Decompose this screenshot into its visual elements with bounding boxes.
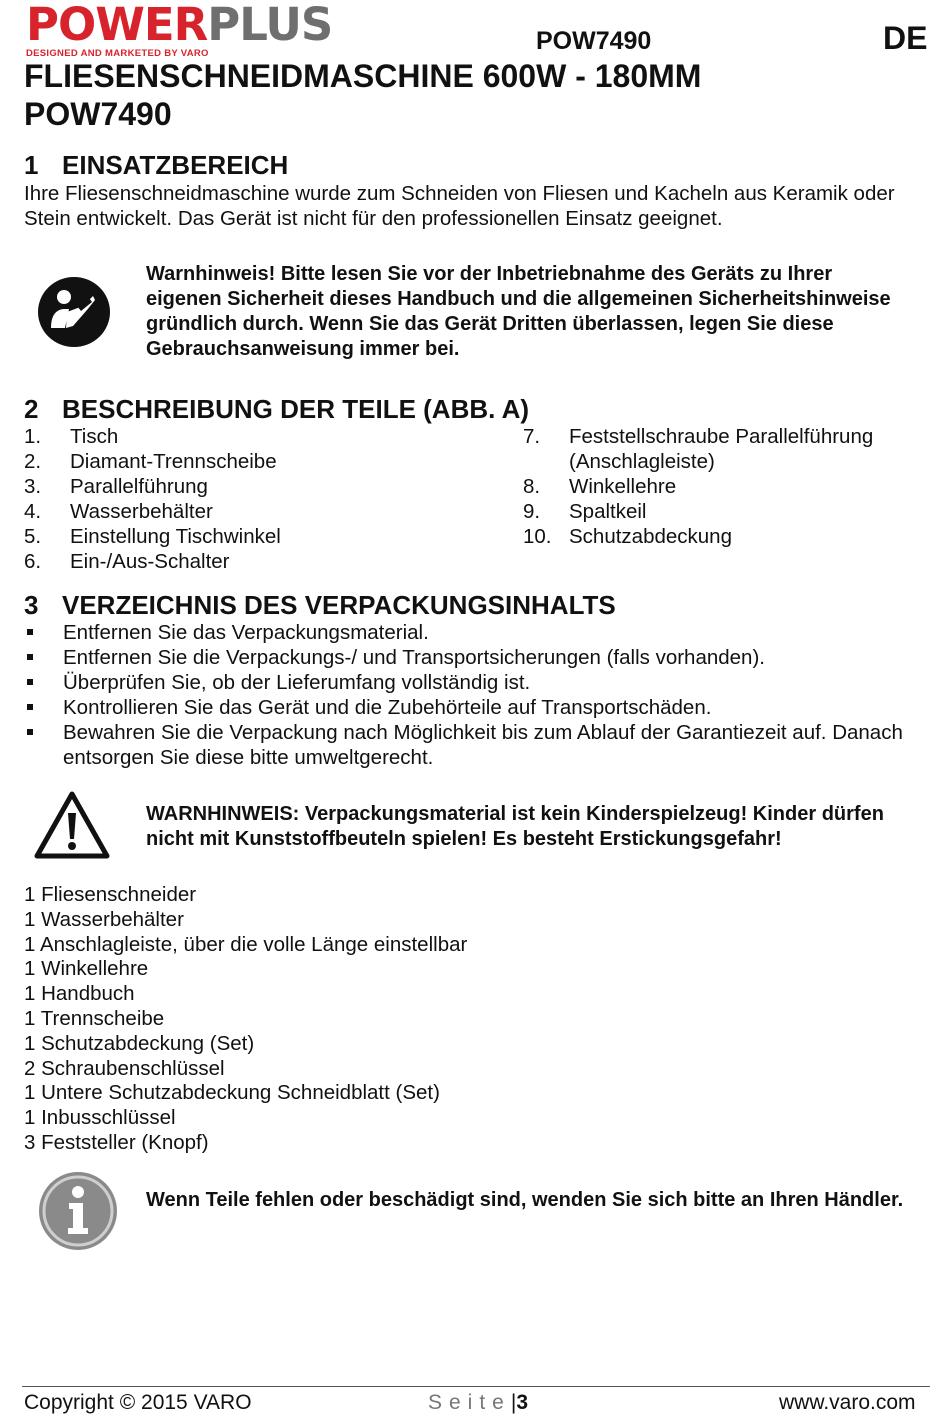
section-3-title: VERZEICHNIS DES VERPACKUNGSINHALTS <box>62 590 616 620</box>
section-3-number: 3 <box>24 590 39 620</box>
part-item <box>24 499 213 524</box>
part-number: 1. <box>24 425 42 448</box>
logo-plus: PLUS <box>207 0 333 51</box>
unpacking-bullet-list <box>24 620 924 770</box>
bullet-item: Bewahren Sie die Verpackung nach Möglichkeit bis zum Ablauf der Garantiezeit auf. Danach entsorgen Sie diese bitte umweltgerecht. <box>24 720 903 770</box>
part-label: Spaltkeil <box>569 500 647 523</box>
footer-divider <box>22 1386 930 1387</box>
part-item <box>24 474 208 499</box>
part-item <box>24 549 230 574</box>
header-language: DE <box>883 20 928 56</box>
info-icon <box>37 1170 119 1252</box>
page-number: 3 <box>516 1391 529 1414</box>
contents-item: 1 Anschlagleiste, über die volle Länge einstellbar <box>24 932 468 956</box>
contents-item: 1 Inbusschlüssel <box>24 1106 176 1130</box>
section-1-title: EINSATZBEREICH <box>62 150 289 180</box>
part-label: Schutzabdeckung <box>569 525 732 548</box>
section-2-title: BESCHREIBUNG DER TEILE (ABB. A) <box>62 394 530 424</box>
contents-item: 3 Feststeller (Knopf) <box>24 1130 209 1154</box>
contents-item: 1 Winkellehre <box>24 957 149 981</box>
part-number: 4. <box>24 500 42 523</box>
bullet-item: Kontrollieren Sie das Gerät und die Zubehörteile auf Transportschäden. <box>24 695 924 720</box>
part-label: Diamant-Trennscheibe <box>70 450 277 473</box>
header-model: POW7490 <box>536 27 652 55</box>
contents-item: 2 Schraubenschlüssel <box>24 1056 225 1080</box>
part-label: Tisch <box>70 425 119 448</box>
missing-parts-info-text: Wenn Teile fehlen oder beschädigt sind, wenden Sie sich bitte an Ihren Händler. <box>146 1189 904 1211</box>
bullet-item: Entfernen Sie die Verpackungs-/ und Transportsicherungen (falls vorhanden). <box>24 645 924 670</box>
part-item <box>24 524 281 549</box>
part-label: Wasserbehälter <box>70 500 213 523</box>
footer-website: www.varo.com <box>779 1391 916 1414</box>
part-number: 6. <box>24 550 42 573</box>
part-item <box>24 449 277 474</box>
contents-item: 1 Fliesenschneider <box>24 883 197 906</box>
part-item <box>24 424 118 449</box>
part-number: 9. <box>523 500 541 523</box>
manual-warning-text: Warnhinweis! Bitte lesen Sie vor der Inbetriebnahme des Geräts zu Ihrer eigenen Sicherheit dieses Handbuch und die allgemeinen Sicherheitshinweise gründlich durch. Wenn Sie das Gerät Dritten überlassen, legen Sie diese Gebrauchsanweisung immer bei. <box>146 263 891 360</box>
section-2-number: 2 <box>24 394 39 424</box>
brand-logo <box>26 0 398 59</box>
part-item <box>523 524 732 549</box>
part-item <box>523 499 647 524</box>
package-contents-list <box>24 883 467 1156</box>
read-manual-icon <box>37 276 111 348</box>
part-number: 7. <box>523 425 541 448</box>
part-number: 3. <box>24 475 42 498</box>
section-1-text: Ihre Fliesenschneidmaschine wurde zum Schneiden von Fliesen und Kacheln aus Keramik oder Stein entwickelt. Das Gerät ist nicht für den professionellen Einsatz geeignet. <box>24 182 895 230</box>
part-label: Ein-/Aus-Schalter <box>70 550 230 573</box>
bullet-item: Überprüfen Sie, ob der Lieferumfang vollständig ist. <box>24 670 924 695</box>
part-item <box>523 424 873 449</box>
logo-wordmark <box>26 0 398 51</box>
page-separator: | <box>510 1391 517 1414</box>
title-line-2: POW7490 <box>24 96 172 132</box>
contents-item: 1 Schutzabdeckung (Set) <box>24 1031 255 1055</box>
packaging-warning-text: WARNHINWEIS: Verpackungsmaterial ist kein Kinderspielzeug! Kinder dürfen nicht mit Kunststoffbeuteln spielen! Es besteht Erstickungsgefahr! <box>146 803 884 850</box>
contents-item: 1 Wasserbehälter <box>24 907 184 931</box>
section-1-heading <box>24 150 288 180</box>
section-2-heading <box>24 394 529 424</box>
part-label: Parallelführung <box>70 475 208 498</box>
section-3-heading <box>24 590 616 620</box>
logo-tagline: DESIGNED AND MARKETED BY VARO <box>26 48 209 59</box>
part-label: Einstellung Tischwinkel <box>70 525 281 548</box>
title-line-1: FLIESENSCHNEIDMASCHINE 600W - 180MM <box>24 58 702 94</box>
part-number: 2. <box>24 450 42 473</box>
part-number: 5. <box>24 525 42 548</box>
footer-page <box>428 1390 528 1416</box>
logo-power: POWER <box>26 0 208 51</box>
contents-item: 1 Untere Schutzabdeckung Schneidblatt (Set) <box>24 1081 440 1105</box>
part-item <box>523 474 676 499</box>
page-word: Seite <box>428 1391 511 1414</box>
footer-copyright: Copyright © 2015 VARO <box>24 1391 252 1414</box>
part-label: Winkellehre <box>569 475 677 498</box>
bullet-item: Entfernen Sie das Verpackungsmaterial. <box>24 620 924 645</box>
section-1-number: 1 <box>24 150 39 180</box>
part-number: 10. <box>523 525 552 548</box>
part-number: 8. <box>523 475 541 498</box>
warning-triangle-icon <box>33 789 111 861</box>
part-label: Feststellschraube Parallelführung <box>569 425 874 448</box>
contents-item: 1 Handbuch <box>24 982 135 1006</box>
contents-item: 1 Trennscheibe <box>24 1006 165 1030</box>
part-label-continued: (Anschlagleiste) <box>569 450 715 473</box>
page-title <box>24 57 924 133</box>
